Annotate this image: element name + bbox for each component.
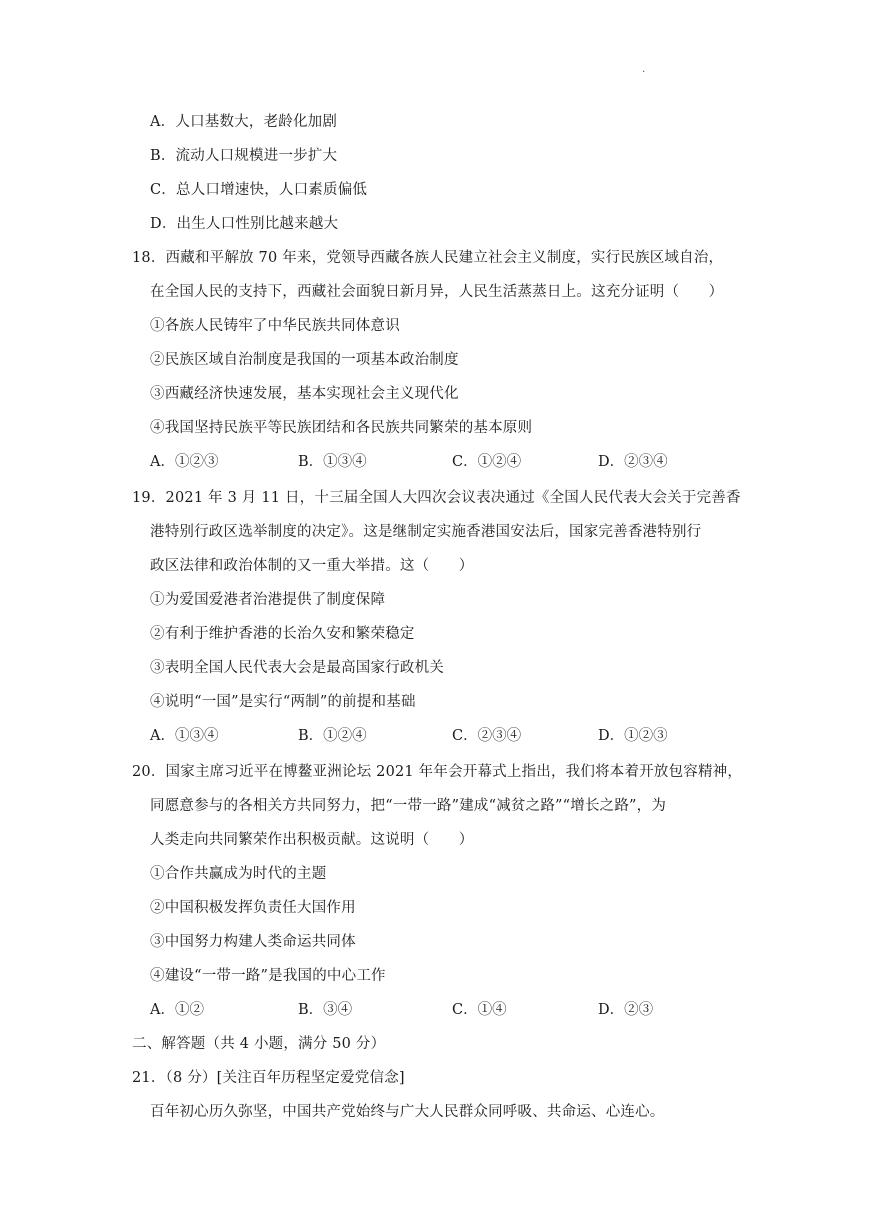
- header-mark: .: [642, 64, 646, 75]
- q20-statement-1: ①合作共赢成为时代的主题: [150, 866, 327, 882]
- q21-title: 21．（8 分）[关注百年历程坚定爱党信念]: [132, 1070, 405, 1086]
- q19-statement-4: ④说明“一国”是实行“两制”的前提和基础: [150, 694, 416, 710]
- q19-choice-b: B．①②④: [298, 728, 367, 744]
- q19-stem-line-3: 政区法律和政治体制的又一重大举措。这（ ）: [150, 558, 474, 574]
- q17-option-a: A．人口基数大，老龄化加剧: [150, 114, 338, 130]
- q17-option-c: C．总人口增速快，人口素质偏低: [150, 182, 368, 198]
- q20-choice-b: B．③④: [298, 1002, 353, 1018]
- q18-stem-line-1: 18．西藏和平解放 70 年来，党领导西藏各族人民建立社会主义制度，实行民族区域自治，: [132, 250, 724, 266]
- q19-stem-line-2: 港特别行政区选举制度的决定》。这是继制定实施香港国安法后，国家完善香港特别行: [150, 524, 702, 540]
- q18-statement-3: ③西藏经济快速发展，基本实现社会主义现代化: [150, 386, 459, 402]
- q19-choice-c: C．②③④: [452, 728, 522, 744]
- q19-stem-line-1: 19．2021 年 3 月 11 日，十三届全国人大四次会议表决通过《全国人民代表大会关于完善香: [132, 490, 741, 506]
- q19-statement-3: ③表明全国人民代表大会是最高国家行政机关: [150, 660, 444, 676]
- section-heading: 二、解答题（共 4 小题，满分 50 分）: [132, 1036, 386, 1052]
- q20-choice-c: C．①④: [452, 1002, 507, 1018]
- q20-statement-4: ④建设“一带一路”是我国的中心工作: [150, 968, 386, 984]
- q18-choice-a: A．①②③: [150, 454, 219, 470]
- q20-stem-line-2: 同愿意参与的各相关方共同努力，把“一带一路”建成“减贫之路”“增长之路”，为: [150, 798, 667, 814]
- q18-choice-c: C．①②④: [452, 454, 522, 470]
- q17-option-d: D．出生人口性别比越来越大: [150, 216, 339, 232]
- q18-statement-2: ②民族区域自治制度是我国的一项基本政治制度: [150, 352, 459, 368]
- q17-option-b: B．流动人口规模进一步扩大: [150, 148, 338, 164]
- q20-stem-line-3: 人类走向共同繁荣作出积极贡献。这说明（ ）: [150, 832, 474, 848]
- q18-choice-b: B．①③④: [298, 454, 367, 470]
- q18-choice-d: D．②③④: [598, 454, 668, 470]
- q20-stem-line-1: 20．国家主席习近平在博鳌亚洲论坛 2021 年年会开幕式上指出，我们将本着开放包容精神，: [132, 764, 743, 780]
- q19-statement-2: ②有利于维护香港的长治久安和繁荣稳定: [150, 626, 415, 642]
- q20-statement-2: ②中国积极发挥负责任大国作用: [150, 900, 356, 916]
- q18-statement-4: ④我国坚持民族平等民族团结和各民族共同繁荣的基本原则: [150, 420, 533, 436]
- q19-choice-a: A．①③④: [150, 728, 219, 744]
- q18-stem-line-2: 在全国人民的支持下，西藏社会面貌日新月异，人民生活蒸蒸日上。这充分证明（ ）: [150, 284, 724, 300]
- q21-intro: 百年初心历久弥坚，中国共产党始终与广大人民群众同呼吸、共命运、心连心。: [150, 1104, 665, 1120]
- q20-choice-a: A．①②: [150, 1002, 204, 1018]
- q19-choice-d: D．①②③: [598, 728, 668, 744]
- q19-statement-1: ①为爱国爱港者治港提供了制度保障: [150, 592, 386, 608]
- q20-choice-d: D．②③: [598, 1002, 654, 1018]
- q20-statement-3: ③中国努力构建人类命运共同体: [150, 934, 356, 950]
- q18-statement-1: ①各族人民铸牢了中华民族共同体意识: [150, 318, 400, 334]
